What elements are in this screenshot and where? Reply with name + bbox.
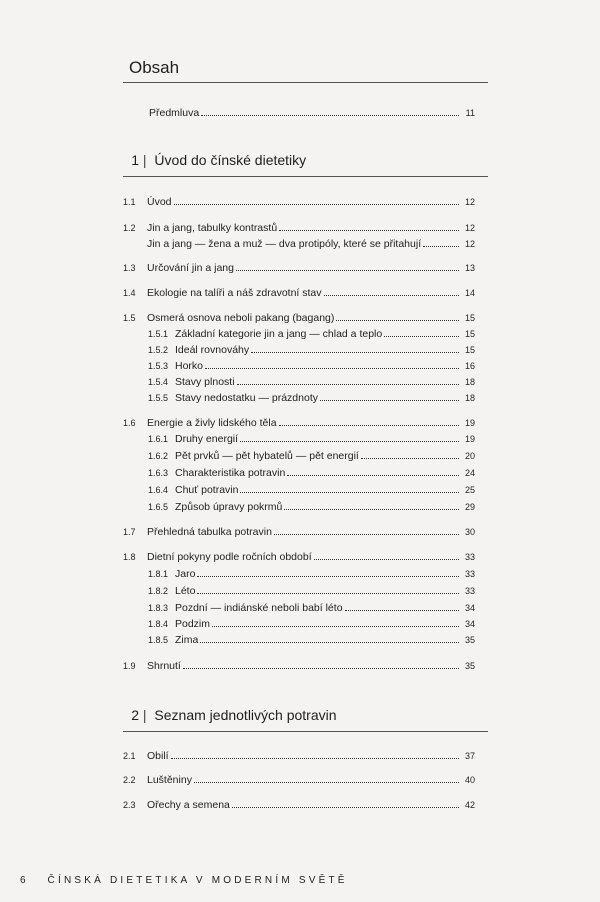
toc-entry[interactable] (123, 450, 475, 464)
entry-title: Luštěniny (147, 774, 192, 786)
entry-title: Způsob úpravy pokrmů (175, 501, 283, 513)
entry-title: Stavy plnosti (175, 376, 235, 388)
footer-book-title: ČÍNSKÁ DIETETIKA V MODERNÍM SVĚTĚ (47, 875, 348, 886)
toc-entry[interactable] (123, 360, 475, 374)
toc-entry[interactable] (123, 568, 475, 582)
entry-page: 14 (464, 288, 475, 298)
entry-page: 29 (464, 502, 475, 512)
dot-leader (279, 417, 459, 426)
entry-number: 1.8.5 (148, 635, 169, 645)
entry-number: 1.6.1 (148, 434, 169, 444)
entry-number: 1.6.4 (148, 485, 169, 495)
dot-leader (194, 774, 459, 783)
entry-title: Energie a živly lidského těla (147, 417, 277, 429)
entry-page: 30 (464, 527, 475, 537)
dot-leader (171, 750, 459, 759)
title-rule (123, 82, 488, 83)
entry-number: 1.5.1 (148, 329, 169, 339)
chapter-separator: | (142, 152, 147, 168)
entry-title: Jin a jang — žena a muž — dva protipóly, které se přitahují (147, 238, 422, 250)
toc-entry[interactable] (123, 750, 475, 764)
entry-title: Shrnutí (147, 660, 181, 672)
toc-entry[interactable] (123, 634, 475, 648)
dot-leader (232, 799, 459, 808)
entry-number: 1.5.3 (148, 361, 169, 371)
toc-entry[interactable] (123, 222, 475, 236)
chapter-number: 2 (131, 707, 139, 723)
toc-entry[interactable] (123, 392, 475, 406)
entry-number: 1.5.5 (148, 393, 169, 403)
entry-title: Charakteristika potravin (175, 467, 286, 479)
entry-page: 35 (464, 661, 475, 671)
dot-leader (274, 526, 459, 535)
entry-title: Ekologie na talíři a náš zdravotní stav (147, 287, 322, 299)
dot-leader (384, 328, 459, 337)
entry-number: 1.5.4 (148, 377, 169, 387)
entry-number: 1.1 (123, 197, 136, 207)
dot-leader (284, 501, 459, 510)
entry-title: Osmerá osnova neboli pakang (bagang) (147, 312, 335, 324)
entry-number: 1.9 (123, 661, 136, 671)
entry-title: Ideál rovnováhy (175, 344, 250, 356)
dot-leader (212, 618, 459, 627)
entry-page: 15 (464, 313, 475, 323)
toc-entry[interactable] (123, 467, 475, 481)
entry-page: 13 (464, 263, 475, 273)
dot-leader (197, 568, 459, 577)
chapter-title: Úvod do čínské dietetiky (154, 152, 307, 168)
toc-entry[interactable] (123, 287, 475, 301)
entry-title: Léto (175, 585, 196, 597)
toc-entry[interactable] (123, 660, 475, 674)
toc-entry[interactable] (123, 328, 475, 342)
entry-title: Zima (175, 634, 199, 646)
toc-entry[interactable] (123, 417, 475, 431)
entry-number: 2.2 (123, 775, 136, 785)
entry-title: Pozdní — indiánské neboli babí léto (175, 602, 343, 614)
entry-title: Jaro (175, 568, 196, 580)
entry-number: 2.1 (123, 751, 136, 761)
entry-page: 18 (464, 377, 475, 387)
entry-number: 2.3 (123, 800, 136, 810)
toc-entry[interactable] (123, 376, 475, 390)
dot-leader (345, 602, 459, 611)
page-title: Obsah (129, 58, 180, 77)
entry-title: Předmluva (149, 107, 200, 119)
chapter-heading-2[interactable] (123, 707, 337, 723)
toc-entry[interactable] (123, 433, 475, 447)
entry-title: Základní kategorie jin a jang — chlad a teplo (175, 328, 383, 340)
entry-title: Ořechy a semena (147, 799, 230, 811)
dot-leader (324, 287, 459, 296)
entry-page: 37 (464, 751, 475, 761)
chapter-rule (123, 731, 488, 732)
entry-page: 11 (465, 108, 475, 118)
dot-leader (240, 484, 459, 493)
entry-page: 42 (464, 800, 475, 810)
dot-leader (279, 222, 459, 231)
entry-title: Pět prvků — pět hybatelů — pět energií (175, 450, 359, 462)
entry-number: 1.6 (123, 418, 136, 428)
dot-leader (236, 262, 459, 271)
toc-entry[interactable] (123, 238, 475, 252)
entry-number: 1.8.4 (148, 619, 169, 629)
entry-title: Obilí (147, 750, 169, 762)
toc-entry[interactable] (123, 774, 475, 788)
chapter-heading-1[interactable] (123, 152, 306, 168)
entry-title: Stavy nedostatku — prázdnoty (175, 392, 318, 404)
entry-number: 1.8.1 (148, 569, 169, 579)
dot-leader (240, 433, 459, 442)
toc-entry[interactable] (123, 585, 475, 599)
dot-leader (197, 585, 459, 594)
entry-title: Podzim (175, 618, 211, 630)
toc-entry[interactable] (123, 484, 475, 498)
entry-title: Přehledná tabulka potravin (147, 526, 272, 538)
dot-leader (183, 660, 459, 669)
entry-page: 16 (464, 361, 475, 371)
chapter-number: 1 (131, 152, 139, 168)
entry-page: 34 (464, 619, 475, 629)
toc-entry-preface[interactable] (123, 107, 475, 121)
toc-entry[interactable] (123, 196, 475, 210)
toc-entry[interactable] (123, 551, 475, 565)
entry-number: 1.3 (123, 263, 136, 273)
entry-page: 24 (464, 468, 475, 478)
entry-number: 1.8.2 (148, 586, 169, 596)
entry-title: Jin a jang, tabulky kontrastů (147, 222, 278, 234)
toc-entry[interactable] (123, 526, 475, 540)
entry-title: Horko (175, 360, 204, 372)
entry-page: 35 (464, 635, 475, 645)
entry-page: 33 (464, 552, 475, 562)
chapter-rule (123, 176, 488, 177)
chapter-separator: | (142, 707, 147, 723)
entry-page: 12 (464, 197, 475, 207)
entry-number: 1.6.2 (148, 451, 169, 461)
entry-title: Určování jin a jang (147, 262, 234, 274)
footer-page-number: 6 (20, 875, 26, 886)
dot-leader (174, 196, 459, 205)
entry-page: 19 (464, 434, 475, 444)
dot-leader (200, 634, 459, 643)
entry-title: Dietní pokyny podle ročních období (147, 551, 312, 563)
toc-entry[interactable] (123, 501, 475, 515)
entry-number: 1.6.5 (148, 502, 169, 512)
entry-page: 12 (464, 239, 475, 249)
entry-page: 19 (464, 418, 475, 428)
entry-page: 15 (464, 345, 475, 355)
page-footer (20, 875, 348, 886)
entry-title: Úvod (147, 196, 172, 208)
entry-number: 1.6.3 (148, 468, 169, 478)
entry-page: 25 (464, 485, 475, 495)
entry-number: 1.2 (123, 223, 136, 233)
entry-page: 40 (464, 775, 475, 785)
entry-number: 1.8.3 (148, 603, 169, 613)
toc-entry[interactable] (123, 618, 475, 632)
dot-leader (287, 467, 459, 476)
chapter-title: Seznam jednotlivých potravin (154, 707, 337, 723)
dot-leader (336, 312, 459, 321)
entry-page: 34 (464, 603, 475, 613)
toc-entry[interactable] (123, 602, 475, 616)
entry-page: 20 (464, 451, 475, 461)
entry-number: 1.7 (123, 527, 136, 537)
dot-leader (201, 107, 459, 116)
entry-page: 12 (464, 223, 475, 233)
toc-entry[interactable] (123, 312, 475, 326)
entry-number: 1.5 (123, 313, 136, 323)
entry-title: Druhy energií (175, 433, 239, 445)
dot-leader (361, 450, 459, 459)
entry-page: 18 (464, 393, 475, 403)
entry-page: 15 (464, 329, 475, 339)
entry-title: Chuť potravin (175, 484, 239, 496)
dot-leader (251, 344, 459, 353)
entry-page: 33 (464, 586, 475, 596)
dot-leader (320, 392, 459, 401)
entry-number: 1.5.2 (148, 345, 169, 355)
dot-leader (423, 238, 459, 247)
toc-entry[interactable] (123, 262, 475, 276)
dot-leader (237, 376, 459, 385)
entry-page: 33 (464, 569, 475, 579)
dot-leader (205, 360, 459, 369)
entry-number: 1.8 (123, 552, 136, 562)
entry-number: 1.4 (123, 288, 136, 298)
dot-leader (314, 551, 459, 560)
toc-entry[interactable] (123, 344, 475, 358)
toc-entry[interactable] (123, 799, 475, 813)
